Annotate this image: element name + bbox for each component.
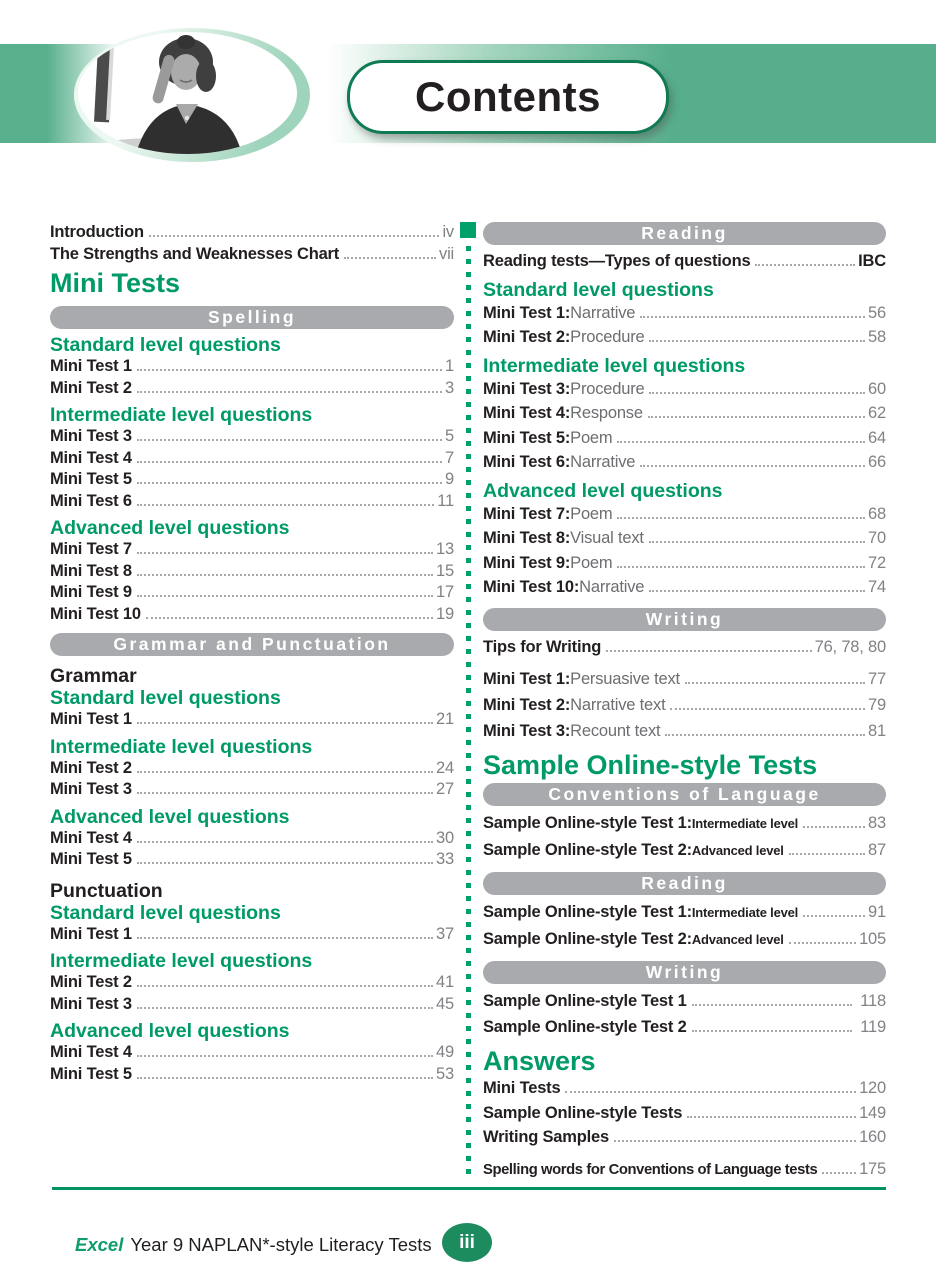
toc-entry-label: Mini Test 2 [50, 758, 132, 777]
toc-entry-label: Mini Test 6: [483, 453, 571, 471]
toc-page-number: 105 [859, 930, 886, 948]
toc-page-number: 91 [868, 903, 886, 921]
toc-page-number: 37 [436, 924, 454, 943]
toc-entry [483, 926, 886, 953]
dot-leader [137, 461, 442, 463]
toc-entry [483, 502, 886, 527]
dot-leader [649, 340, 865, 342]
toc-entry-descriptor: Advanced level [691, 843, 784, 858]
toc-entry-label: Mini Test 8: [483, 529, 571, 547]
dot-leader [665, 734, 865, 736]
toc-page-number: 87 [868, 841, 886, 859]
dot-leader [137, 841, 433, 843]
dot-leader [344, 257, 436, 259]
toc-entry-label: Mini Test 10 [50, 604, 141, 623]
toc-page-number: 33 [436, 850, 454, 868]
toc-entry [483, 426, 886, 451]
dot-leader [606, 650, 811, 652]
dot-leader [755, 264, 855, 266]
toc-entry-label: Mini Tests [483, 1079, 561, 1097]
toc-entry-label: Mini Test 10: [483, 578, 580, 596]
toc-entry [483, 1125, 886, 1150]
section-bar-grammar-and-punctuation: Grammar and Punctuation [50, 633, 454, 656]
toc-entry-label: Mini Test 2: [483, 328, 571, 346]
toc-entry-label: Mini Test 4: [483, 404, 571, 422]
toc-entry-label: Mini Test 3: [483, 722, 571, 740]
dot-leader [789, 942, 856, 944]
toc-entry-label: Mini Test 1 [50, 924, 132, 943]
toc-page-number: 17 [436, 583, 454, 601]
dot-leader [803, 915, 865, 917]
toc-entry-descriptor: Recount text [570, 722, 661, 740]
toc-page-number: 53 [436, 1064, 454, 1083]
toc-left-column [50, 222, 454, 1184]
dot-leader [146, 617, 433, 619]
divider-square-icon [460, 222, 476, 238]
toc-entry-descriptor: Narrative [570, 303, 636, 322]
dot-leader [648, 416, 865, 418]
dot-leader [137, 1077, 433, 1079]
toc-page-number: IBC [858, 252, 886, 270]
toc-entry-label: Mini Test 4 [50, 448, 132, 467]
toc-entry [483, 526, 886, 551]
toc-entry-label: Mini Test 1: [483, 303, 571, 322]
dot-leader [649, 541, 865, 543]
toc-entry-descriptor: Response [570, 404, 643, 422]
level-subheading-standard-level-questions: Standard level questions [50, 901, 281, 924]
level-subheading-intermediate-level-questions: Intermediate level questions [50, 950, 313, 972]
dot-leader [649, 590, 865, 592]
toc-entry-label: Spelling words for Conventions of Language tests [483, 1161, 818, 1178]
toc-page-number: 13 [436, 540, 454, 558]
dot-leader [614, 1140, 856, 1142]
dot-leader [649, 392, 865, 394]
toc-entry [50, 994, 454, 1016]
toc-entry [483, 325, 886, 350]
toc-entry [50, 1042, 454, 1064]
toc-entry [50, 561, 454, 583]
toc-page-number: 68 [868, 504, 886, 523]
part-heading-mini-tests: Mini Tests [50, 268, 181, 298]
level-subheading-advanced-level-questions: Advanced level questions [50, 1020, 290, 1042]
toc-entry-descriptor: Procedure [570, 328, 645, 346]
toc-entry [50, 828, 454, 850]
level-subheading-standard-level-questions: Standard level questions [483, 278, 714, 301]
toc-page-number: 49 [436, 1043, 454, 1061]
toc-entry [50, 758, 454, 780]
toc-page-number: 27 [436, 780, 454, 798]
toc-entry [50, 539, 454, 561]
toc-entry-label: Tips for Writing [483, 637, 602, 656]
dot-leader [617, 441, 865, 443]
level-subheading-intermediate-level-questions: Intermediate level questions [50, 404, 313, 426]
toc-entry-label: Writing Samples [483, 1128, 609, 1146]
toc-page-number: 7 [445, 448, 454, 467]
toc-entry [50, 972, 454, 994]
dot-leader [670, 708, 865, 710]
section-bar-reading: Reading [483, 222, 886, 245]
section-bar-spelling: Spelling [50, 306, 454, 329]
toc-entry [483, 1014, 886, 1040]
toc-entry [483, 401, 886, 426]
dot-leader [137, 771, 433, 773]
toc-page-number: 83 [868, 814, 886, 832]
toc-entry-label: Mini Test 7 [50, 540, 132, 558]
toc-entry [483, 1101, 886, 1126]
toc-divider [460, 222, 477, 1184]
toc-entry [483, 551, 886, 576]
level-subheading-intermediate-level-questions: Intermediate level questions [483, 354, 746, 377]
toc-entry-label: Mini Test 9: [483, 553, 571, 572]
toc-entry-descriptor: Narrative [579, 578, 645, 596]
toc-entry [483, 301, 886, 326]
woman-photo-ring [74, 28, 310, 162]
toc-entry-descriptor: Intermediate level [691, 905, 799, 920]
toc-entry-label: Mini Test 2 [50, 378, 132, 397]
toc-entry [483, 718, 886, 744]
toc-entry-label: Mini Test 2: [483, 696, 571, 714]
toc-page-number: 9 [445, 470, 454, 488]
dot-leader [137, 439, 442, 441]
dot-leader [137, 504, 434, 506]
toc-entry-descriptor: Narrative [570, 453, 636, 471]
toc-entry-descriptor: Poem [570, 553, 613, 572]
toc-entry [50, 604, 454, 626]
toc-entry-label: Sample Online-style Tests [483, 1103, 683, 1122]
level-subheading-advanced-level-questions: Advanced level questions [50, 517, 290, 539]
toc-entry [50, 849, 454, 871]
toc-entry-label: Mini Test 8 [50, 561, 132, 580]
toc-entry-label: Mini Test 1: [483, 670, 571, 688]
toc-entry [50, 356, 454, 378]
toc-entry [483, 450, 886, 475]
dot-leader [149, 235, 440, 237]
toc [50, 222, 886, 1184]
level-subheading-standard-level-questions: Standard level questions [50, 334, 281, 356]
toc-entry-descriptor: Poem [570, 428, 613, 447]
dot-leader [137, 552, 433, 554]
page-number-badge [442, 1223, 492, 1262]
dot-leader [692, 1004, 853, 1006]
toc-entry [483, 837, 886, 864]
toc-page-number: 120 [859, 1079, 886, 1097]
section-bar-writing: Writing [483, 608, 886, 631]
toc-entry [50, 709, 454, 731]
dot-leader [640, 316, 865, 318]
toc-entry-label: Mini Test 7: [483, 504, 571, 523]
dot-leader [137, 574, 433, 576]
dot-leader [565, 1091, 856, 1093]
toc-entry-descriptor: Intermediate level [691, 816, 799, 831]
toc-page-number: vii [439, 244, 454, 263]
toc-entry [483, 810, 886, 837]
toc-page-number: 3 [445, 378, 454, 397]
toc-entry-label: Mini Test 3 [50, 780, 132, 798]
excel-logo-text: Excel [75, 1234, 124, 1255]
toc-entry [483, 1076, 886, 1101]
toc-entry-label: Mini Test 4 [50, 828, 132, 847]
toc-entry-label: Sample Online-style Test 1: [483, 814, 692, 832]
toc-page-number: 70 [868, 529, 886, 547]
dot-leader [137, 862, 433, 864]
book-series-title [75, 1234, 432, 1256]
toc-entry-label: Mini Test 1 [50, 710, 132, 728]
toc-entry [483, 635, 886, 660]
toc-entry-label: Sample Online-style Test 2 [483, 1018, 687, 1036]
toc-page-number: 11 [437, 491, 454, 510]
toc-entry [483, 988, 886, 1014]
toc-page-number: 149 [859, 1103, 886, 1122]
toc-entry [50, 244, 454, 266]
dot-leader [137, 369, 442, 371]
contents-title-box [347, 60, 669, 134]
toc-page-number: 1 [445, 357, 454, 375]
group-subheading-punctuation: Punctuation [50, 879, 163, 902]
toc-entry [483, 249, 886, 274]
dot-leader [789, 853, 865, 855]
dot-leader [137, 482, 442, 484]
toc-page-number: 5 [445, 427, 454, 445]
toc-page-number: 74 [868, 578, 886, 596]
level-subheading-advanced-level-questions: Advanced level questions [483, 479, 723, 502]
dot-leader [617, 517, 865, 519]
toc-entry-label: Mini Test 5 [50, 470, 132, 488]
toc-entry-descriptor: Visual text [570, 529, 644, 547]
toc-page-number: 79 [868, 696, 886, 714]
toc-entry-label: Mini Test 5: [483, 428, 571, 447]
toc-entry [50, 1064, 454, 1086]
toc-page-number: 56 [868, 303, 886, 322]
toc-entry-descriptor: Narrative text [570, 696, 666, 714]
dot-leader [640, 465, 865, 467]
toc-entry [483, 1157, 886, 1183]
toc-entry-label: Sample Online-style Test 2: [483, 930, 692, 948]
dot-leader [617, 566, 865, 568]
toc-entry [50, 448, 454, 470]
toc-page-number: 160 [859, 1128, 886, 1146]
dot-leader [822, 1172, 856, 1174]
toc-entry-label: Reading tests—Types of questions [483, 252, 751, 270]
toc-entry-label: Mini Test 3: [483, 379, 571, 398]
toc-entry-label: Introduction [50, 223, 144, 241]
toc-page-number: 66 [868, 453, 886, 471]
section-bar-reading: Reading [483, 872, 886, 895]
dot-leader [687, 1116, 856, 1118]
toc-page-number: 41 [436, 973, 454, 991]
toc-page-number: 58 [868, 328, 886, 346]
toc-page-number: 24 [436, 758, 454, 777]
dot-leader [137, 1007, 433, 1009]
group-subheading-grammar: Grammar [50, 665, 137, 687]
toc-entry [483, 377, 886, 402]
divider-dotted-line [466, 246, 471, 1178]
section-bar-conventions-of-language: Conventions of Language [483, 783, 886, 806]
toc-page-number: 76, 78, 80 [814, 637, 886, 656]
part-heading-sample-online-style-tests: Sample Online-style Tests [483, 750, 818, 780]
toc-entry-label: Mini Test 2 [50, 973, 132, 991]
dot-leader [137, 937, 433, 939]
toc-entry-label: Mini Test 1 [50, 357, 132, 375]
masthead [0, 0, 936, 180]
toc-page-number: 62 [868, 404, 886, 422]
toc-page-number: 21 [436, 710, 454, 728]
toc-page-number: 119 [860, 1018, 886, 1036]
toc-entry [50, 582, 454, 604]
level-subheading-standard-level-questions: Standard level questions [50, 687, 281, 709]
dot-leader [685, 682, 865, 684]
toc-entry [50, 469, 454, 491]
toc-page-number: 19 [436, 604, 454, 623]
toc-entry-descriptor: Poem [570, 504, 613, 523]
dot-leader [137, 391, 442, 393]
toc-entry-label: Mini Test 5 [50, 850, 132, 868]
toc-entry-label: Mini Test 3 [50, 427, 132, 445]
toc-entry [50, 378, 454, 400]
page-title: Contents [415, 73, 601, 120]
toc-entry-label: Mini Test 9 [50, 583, 132, 601]
toc-page-number: 64 [868, 428, 886, 447]
toc-page-number: 72 [868, 553, 886, 572]
toc-entry-label: Sample Online-style Test 1: [483, 903, 692, 921]
toc-entry [483, 666, 886, 692]
dot-leader [137, 792, 433, 794]
toc-entry [50, 222, 454, 244]
toc-entry-label: Sample Online-style Test 1 [483, 992, 687, 1010]
toc-page-number: 45 [436, 994, 454, 1013]
toc-entry-descriptor: Advanced level [691, 932, 784, 947]
toc-page-number: 30 [436, 828, 454, 847]
level-subheading-advanced-level-questions: Advanced level questions [50, 805, 290, 828]
toc-entry [50, 924, 454, 946]
part-heading-answers: Answers [483, 1046, 596, 1076]
toc-entry [483, 575, 886, 600]
dot-leader [137, 595, 433, 597]
dot-leader [692, 1030, 853, 1032]
toc-entry [50, 779, 454, 801]
toc-page-number: 60 [868, 379, 886, 398]
page-number: iii [459, 1231, 475, 1253]
toc-page-number: 118 [860, 992, 886, 1010]
dot-leader [137, 1055, 433, 1057]
toc-entry-descriptor: Procedure [570, 379, 645, 398]
level-subheading-intermediate-level-questions: Intermediate level questions [50, 735, 313, 758]
section-bar-writing: Writing [483, 961, 886, 984]
toc-page-number: 77 [868, 670, 886, 688]
toc-page-number: 81 [868, 722, 886, 740]
toc-page-number: iv [442, 223, 454, 241]
dot-leader [137, 985, 433, 987]
toc-entry-label: Mini Test 3 [50, 994, 132, 1013]
toc-entry-label: Sample Online-style Test 2: [483, 841, 692, 859]
toc-entry-label: Mini Test 4 [50, 1043, 132, 1061]
dot-leader [137, 722, 433, 724]
dot-leader [803, 826, 865, 828]
toc-entry-descriptor: Persuasive text [570, 670, 680, 688]
toc-entry [483, 692, 886, 718]
toc-entry-label: Mini Test 5 [50, 1064, 132, 1083]
toc-entry [50, 426, 454, 448]
toc-entry-label: Mini Test 6 [50, 491, 132, 510]
woman-photo [78, 32, 297, 154]
footer-rule [52, 1187, 886, 1190]
toc-page-number: 15 [436, 561, 454, 580]
toc-entry [483, 899, 886, 926]
book-title-text: Year 9 NAPLAN*-style Literacy Tests [130, 1234, 432, 1255]
toc-right-column [483, 222, 886, 1184]
toc-entry [50, 491, 454, 513]
toc-page-number: 175 [859, 1159, 886, 1178]
toc-entry-label: The Strengths and Weaknesses Chart [50, 244, 340, 263]
